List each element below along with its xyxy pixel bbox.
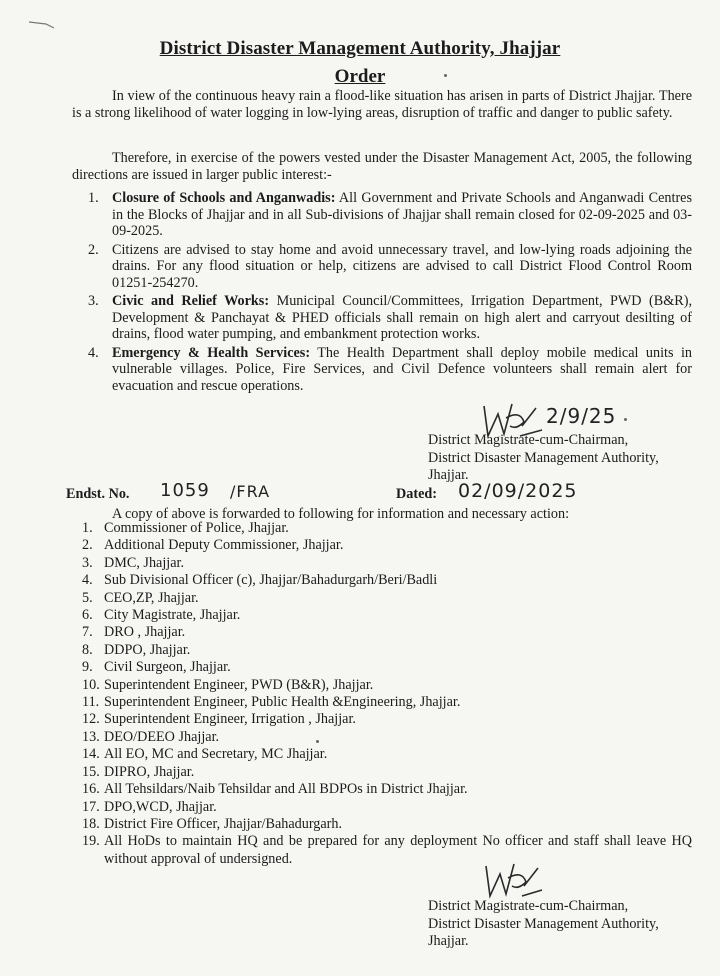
- endorsement-number: 1059: [160, 480, 210, 501]
- list-text: Civil Surgeon, Jhajjar.: [104, 659, 231, 676]
- list-number: 1.: [82, 520, 93, 536]
- direction-number: 3.: [88, 293, 99, 309]
- list-item: [82, 711, 692, 728]
- list-item: [82, 607, 692, 624]
- list-number: 5.: [82, 589, 93, 606]
- list-text: District Fire Officer, Jhajjar/Bahadurgarh.: [104, 815, 343, 832]
- list-item: [82, 677, 692, 694]
- list-item: [82, 555, 692, 572]
- intro-paragraph-1: In view of the continuous heavy rain a flood-like situation has arisen in parts of District Jhajjar. There is a strong likelihood of water logging in low-lying areas, disruption of traffic and danger to public safety.: [72, 88, 692, 121]
- list-text: Superintendent Engineer, Public Health &Engineering, Jhajjar.: [104, 694, 461, 711]
- list-item: [82, 729, 692, 746]
- list-text: DRO , Jhajjar.: [104, 624, 186, 641]
- list-item: [82, 572, 692, 589]
- endorsement-label: Endst. No.: [66, 486, 130, 502]
- copy-list: [82, 520, 692, 868]
- scan-mark-icon: [28, 18, 58, 32]
- direction-text: All Government and Private Schools and Anganwadi Centres in the Blocks of Jhajjar and in all Sub-divisions of Jhajjar shall remain closed for 02-09-2025 and 03-09-2025.: [112, 190, 692, 239]
- list-item: [82, 590, 692, 607]
- direction-item: [88, 242, 692, 292]
- signatory-line-2: District Disaster Management Authority,: [428, 449, 659, 466]
- list-number: 13.: [82, 728, 100, 745]
- list-text: DPO,WCD, Jhajjar.: [104, 798, 217, 815]
- list-number: 3.: [82, 554, 93, 571]
- dot-mark: [316, 740, 319, 743]
- list-text: All HoDs to maintain HQ and be prepared for any deployment No officer and staff shall leave HQ without approval of undersigned.: [104, 833, 692, 867]
- direction-text: Municipal Council/Committees, Irrigation Department, PWD (B&R), Development & Panchayat & PHED officials shall remain on high alert and carryout desilting of drains, flood water pumping, and embankment protection works.: [112, 293, 692, 342]
- signatory-line-1: District Magistrate-cum-Chairman,: [428, 898, 629, 914]
- list-text: All Tehsildars/Naib Tehsildar and All BDPOs in District Jhajjar.: [104, 781, 468, 798]
- list-text: Sub Divisional Officer (c), Jhajjar/Bahadurgarh/Beri/Badli: [104, 572, 438, 589]
- list-item: [82, 537, 692, 554]
- dated-label: Dated:: [396, 486, 437, 502]
- list-item: [82, 781, 692, 798]
- list-number: 16.: [82, 781, 100, 798]
- list-text: DEO/DEEO Jhajjar.: [104, 728, 220, 745]
- list-text: CEO,ZP, Jhajjar.: [104, 589, 199, 606]
- list-text: DMC, Jhajjar.: [104, 554, 184, 571]
- list-number: 12.: [82, 711, 100, 728]
- dot-mark: [444, 74, 447, 77]
- list-item: [82, 624, 692, 641]
- list-number: 8.: [82, 641, 93, 658]
- signatory-block: [428, 432, 718, 485]
- direction-number: 1.: [88, 190, 99, 206]
- list-text: Superintendent Engineer, PWD (B&R), Jhajjar.: [104, 676, 374, 693]
- endorsement-row: [66, 480, 706, 508]
- list-number: 9.: [82, 659, 93, 676]
- list-number: 15.: [82, 763, 100, 780]
- signatory-block-copy: [428, 898, 718, 951]
- list-item: [82, 520, 692, 537]
- direction-number: 4.: [88, 344, 99, 361]
- dot-mark: [624, 418, 627, 421]
- list-text: Commissioner of Police, Jhajjar.: [104, 520, 289, 536]
- list-item: [82, 746, 692, 763]
- list-number: 7.: [82, 624, 93, 641]
- list-text: City Magistrate, Jhajjar.: [104, 607, 241, 624]
- direction-heading: Emergency & Health Services:: [112, 344, 311, 361]
- direction-item: [88, 190, 692, 240]
- document-subtitle: Order: [334, 66, 386, 87]
- list-number: 19.: [82, 833, 100, 850]
- copy-intro: A copy of above is forwarded to following for information and necessary action:: [112, 506, 570, 522]
- list-item: [82, 694, 692, 711]
- intro-paragraph-2: Therefore, in exercise of the powers vested under the Disaster Management Act, 2005, the following directions are issued in larger public interest:-: [72, 150, 692, 183]
- list-number: 18.: [82, 815, 100, 832]
- list-text: DDPO, Jhajjar.: [104, 641, 191, 658]
- directions-list: [88, 190, 692, 396]
- endorsement-suffix: /FRA: [230, 482, 271, 501]
- signature-date: 2/9/25: [546, 404, 617, 428]
- list-number: 4.: [82, 572, 93, 589]
- endorsement-date: 02/09/2025: [458, 480, 578, 502]
- signatory-line-3: Jhajjar.: [428, 467, 469, 483]
- list-text: All EO, MC and Secretary, MC Jhajjar.: [104, 746, 328, 763]
- list-text: DIPRO, Jhajjar.: [104, 763, 195, 780]
- list-number: 11.: [82, 694, 100, 711]
- direction-number: 2.: [88, 241, 99, 258]
- document-title: District Disaster Management Authority, Jhajjar: [159, 38, 561, 59]
- list-number: 6.: [82, 607, 93, 624]
- list-number: 14.: [82, 746, 100, 763]
- list-item: [82, 642, 692, 659]
- direction-heading: Civic and Relief Works:: [112, 293, 270, 309]
- direction-item: [88, 345, 692, 395]
- list-item: [82, 764, 692, 781]
- list-text: Additional Deputy Commissioner, Jhajjar.: [104, 537, 344, 554]
- direction-heading: Closure of Schools and Anganwadis:: [112, 190, 336, 206]
- list-item: [82, 833, 692, 868]
- direction-text: The Health Department shall deploy mobile medical units in vulnerable villages. Police, Fire Services, and Civil Defence volunteers shall remain alert for evacuation and rescue operations.: [112, 344, 692, 394]
- signatory-line-1: District Magistrate-cum-Chairman,: [428, 432, 629, 448]
- list-number: 17.: [82, 798, 100, 815]
- signatory-line-3: Jhajjar.: [428, 933, 469, 949]
- list-item: [82, 799, 692, 816]
- list-item: [82, 816, 692, 833]
- list-text: Superintendent Engineer, Irrigation , Jhajjar.: [104, 711, 356, 728]
- list-number: 10.: [82, 676, 100, 693]
- direction-text: Citizens are advised to stay home and avoid unnecessary travel, and low-lying roads adjoining the drains. For any flood situation or help, citizens are advised to call District Flood Control Room 01251-254270.: [112, 241, 692, 291]
- list-number: 2.: [82, 537, 93, 554]
- direction-item: [88, 293, 692, 343]
- signatory-line-2: District Disaster Management Authority,: [428, 915, 659, 932]
- list-item: [82, 659, 692, 676]
